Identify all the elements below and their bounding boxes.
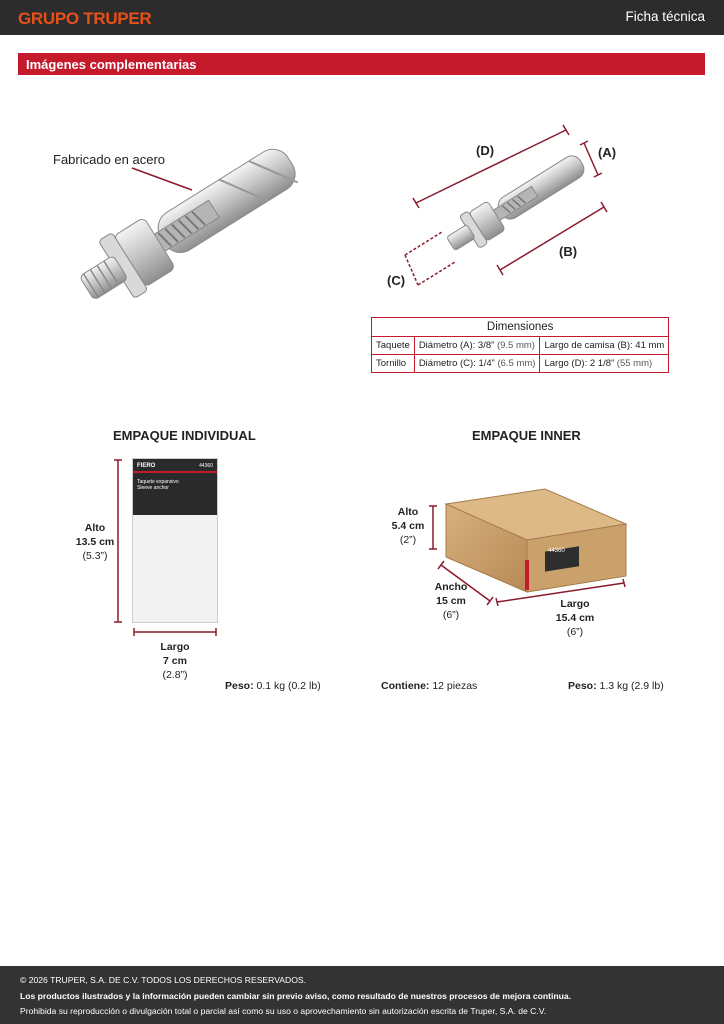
material-callout: Fabricado en acero	[53, 152, 166, 167]
inner-box-image	[446, 489, 626, 592]
anchor-dimension-image	[405, 125, 607, 285]
inner-weight: Peso: 1.3 kg (2.9 lb)	[568, 680, 664, 692]
section-title: Imágenes complementarias	[26, 57, 197, 72]
dimensions-table-title: Dimensiones	[372, 318, 669, 337]
table-row	[372, 337, 669, 355]
inner-length-label: Largo 15.4 cm (6”)	[555, 598, 595, 638]
dimension-c-label: (C)	[387, 273, 406, 288]
dimension-a-label: (A)	[598, 145, 617, 160]
table-cell: Diámetro (A): 3/8” (9.5 mm)	[414, 337, 540, 355]
copyright-text: © 2026 TRUPER, S.A. DE C.V. TODOS LOS DERECHOS RESERVADOS.	[20, 975, 307, 985]
individual-height-label: Alto 13.5 cm (5.3”)	[75, 522, 115, 562]
inner-contents: Contiene: 12 piezas	[381, 680, 478, 692]
dimension-d-label: (D)	[476, 143, 495, 158]
table-cell: Diámetro (C): 1/4” (6.5 mm)	[414, 355, 540, 373]
dimension-b-label: (B)	[559, 244, 578, 259]
package-code: 44360	[199, 463, 213, 469]
legal-text: Prohibida su reproducción o divulgación total o parcial así como su uso o aprovechamiento sin autorización escrita de Truper, S.A. de C.V.	[20, 1006, 547, 1016]
document-type: Ficha técnica	[625, 9, 705, 24]
individual-weight: Peso: 0.1 kg (0.2 lb)	[225, 680, 321, 692]
brand-logo: GRUPO TRUPER	[18, 9, 152, 28]
table-cell: Largo de camisa (B): 41 mm	[540, 337, 669, 355]
row-label: Tornillo	[372, 355, 415, 373]
individual-package-image: FIERO 44360 Taquete expansivo Sleeve anchor	[132, 458, 218, 623]
inner-width-label: Ancho 15 cm (6”)	[434, 581, 468, 621]
inner-height-label: Alto 5.4 cm (2”)	[391, 506, 425, 546]
dimensions-table	[371, 317, 669, 373]
box-code: 44360	[548, 548, 565, 554]
disclaimer-text: Los productos ilustrados y la información pueden cambiar sin previo aviso, como resultado de nuestros procesos de mejora continua.	[20, 991, 572, 1001]
individual-package-heading: EMPAQUE INDIVIDUAL	[113, 428, 256, 443]
table-cell: Largo (D): 2 1/8” (55 mm)	[540, 355, 669, 373]
individual-length-label: Largo 7 cm (2.8”)	[160, 641, 190, 681]
inner-package-heading: EMPAQUE INNER	[472, 428, 581, 443]
table-row	[372, 355, 669, 373]
footer	[0, 966, 724, 1024]
package-brand: FIERO	[137, 463, 156, 469]
row-label: Taquete	[372, 337, 415, 355]
